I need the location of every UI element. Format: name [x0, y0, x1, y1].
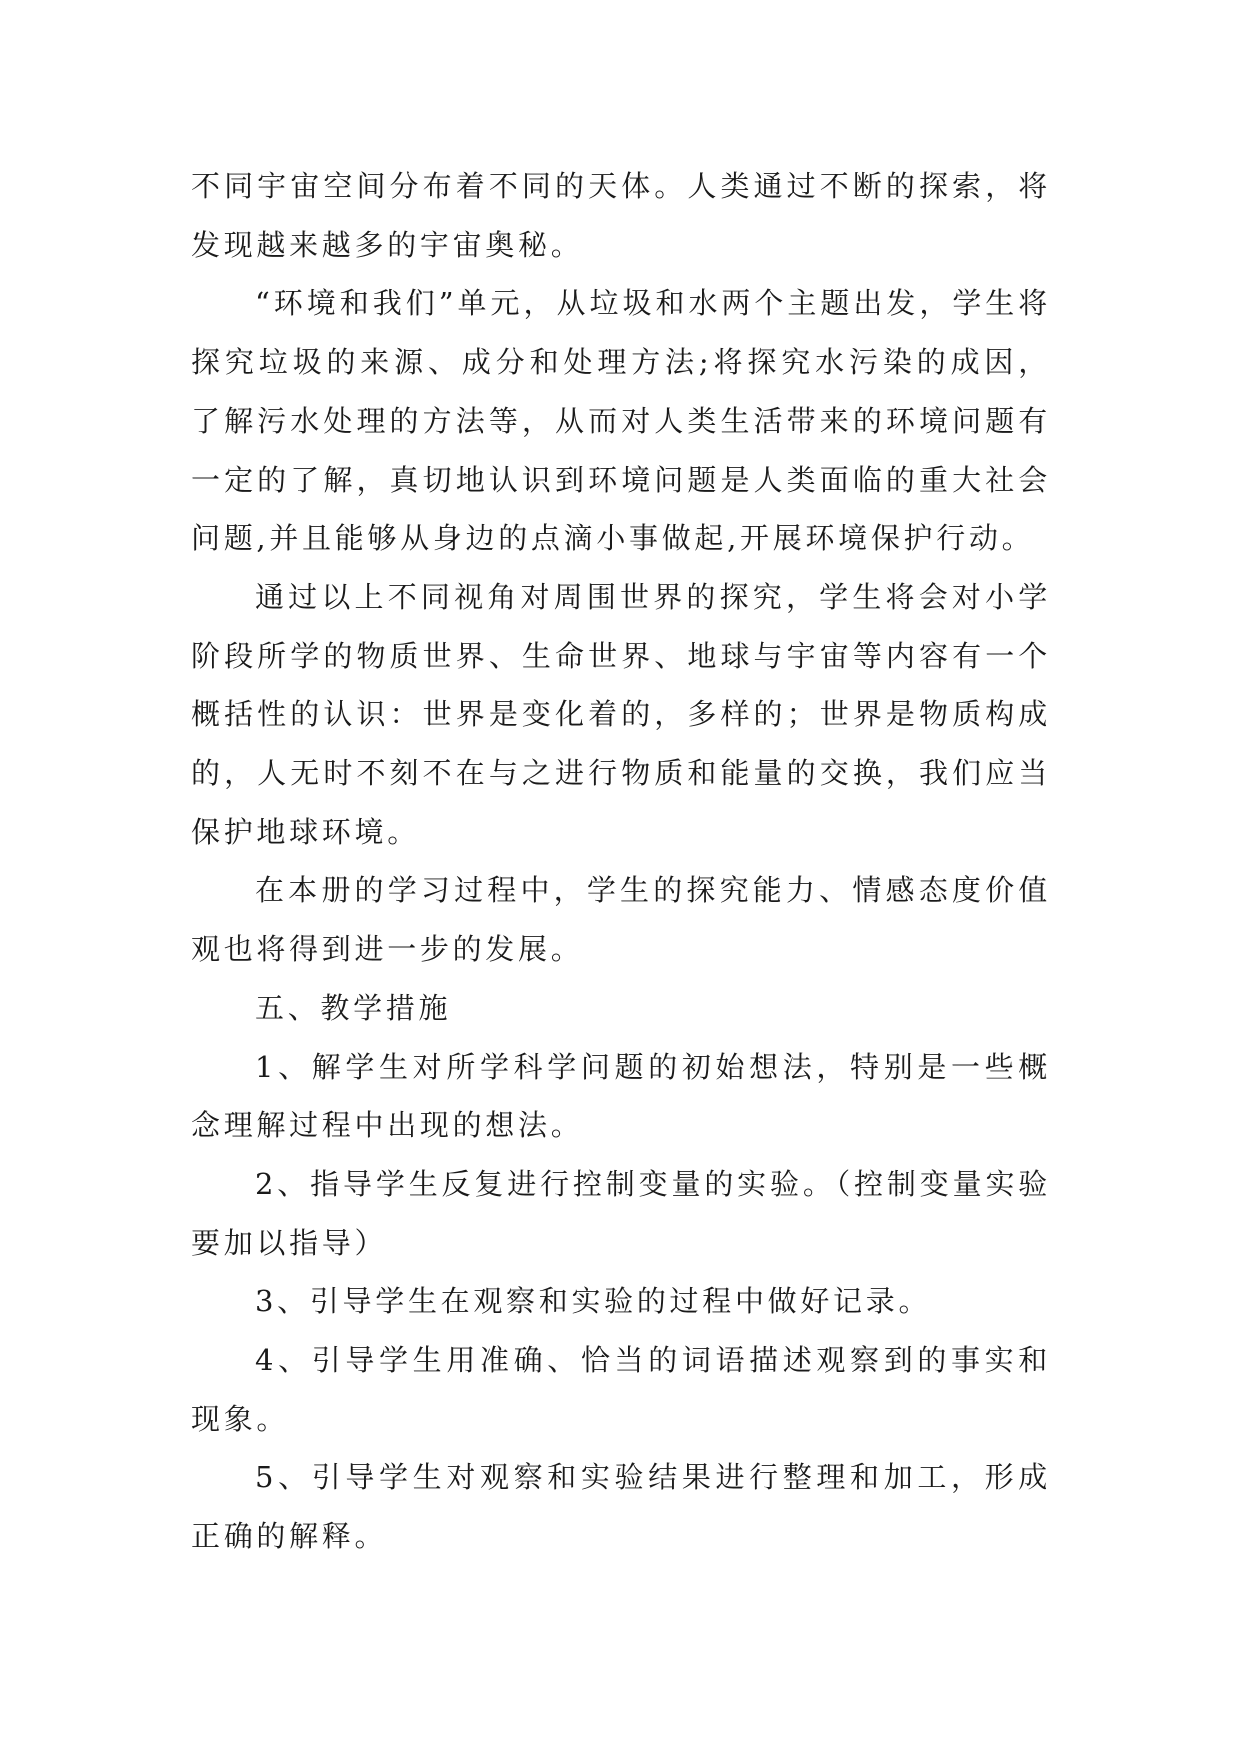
paragraph-world-exploration: 通过以上不同视角对周围世界的探究，学生将会对小学阶段所学的物质世界、生命世界、地球与宇宙等内容有一个概括性的认识：世界是变化着的，多样的；世界是物质构成的，人无时不刻不在与之进行物质和能量的交换，我们应当保护地球环境。 [191, 579, 1051, 849]
measure-item-1: 1、解学生对所学科学问题的初始想法，特别是一些概念理解过程中出现的想法。 [191, 1049, 1051, 1143]
paragraph-environment-unit: “环境和我们”单元，从垃圾和水两个主题出发，学生将探究垃圾的来源、成分和处理方法;将探究水污染的成因，了解污水处理的方法等，从而对人类生活带来的环境问题有一定的了解，真切地认识到环境问题是人类面临的重大社会问题,并且能够从身边的点滴小事做起,开展环境保护行动。 [191, 286, 1051, 556]
measure-item-3: 3、引导学生在观察和实验的过程中做好记录。 [255, 1284, 932, 1319]
document-body [191, 157, 1051, 1566]
paragraph-learning-development: 在本册的学习过程中，学生的探究能力、情感态度价值观也将得到进一步的发展。 [191, 873, 1051, 967]
measure-item-5: 5、引导学生对观察和实验结果进行整理和加工，形成正确的解释。 [191, 1460, 1051, 1554]
measure-item-4: 4、引导学生用准确、恰当的词语描述观察到的事实和现象。 [191, 1343, 1051, 1436]
measure-item-2: 2、指导学生反复进行控制变量的实验。（控制变量实验要加以指导） [191, 1166, 1051, 1260]
section-heading-teaching-measures: 五、教学措施 [255, 990, 452, 1025]
paragraph-universe-continuation: 不同宇宙空间分布着不同的天体。人类通过不断的探索，将发现越来越多的宇宙奥秘。 [191, 169, 1051, 262]
